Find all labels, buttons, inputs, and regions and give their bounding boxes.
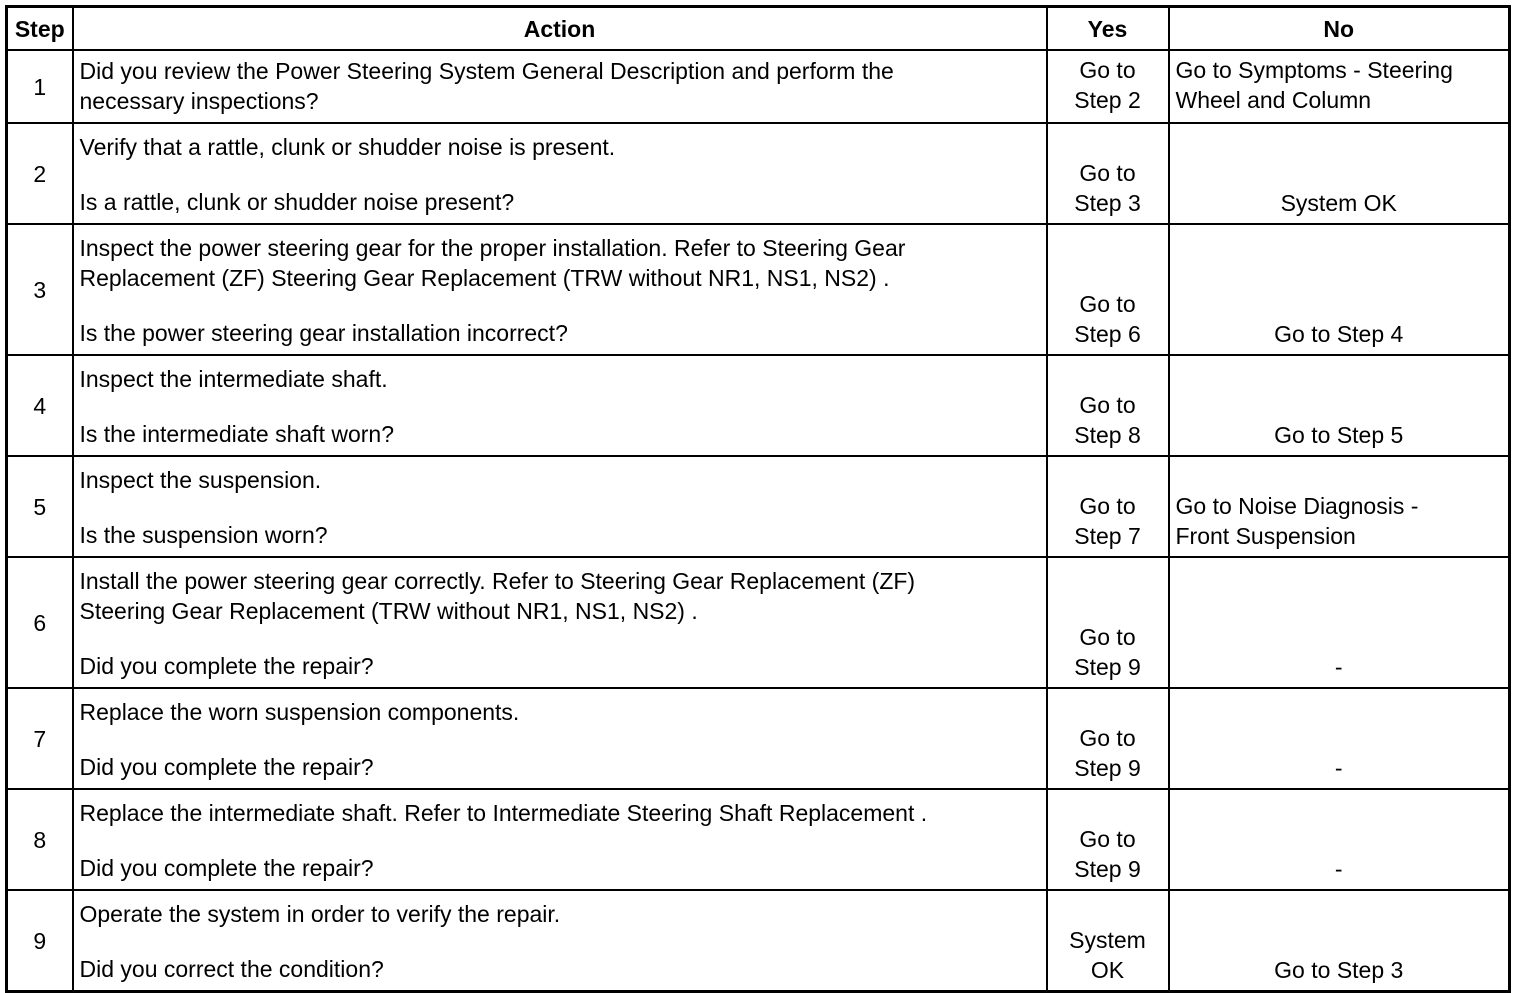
header-step: Step xyxy=(7,7,73,51)
action-text: Inspect the power steering gear for the proper installation. Refer to Steering Gear xyxy=(79,235,906,261)
no-text: - xyxy=(1334,856,1343,882)
header-no: No xyxy=(1169,7,1510,51)
step-number: 6 xyxy=(7,557,73,688)
yes-text: Step 9 xyxy=(1074,856,1141,882)
action-text: Operate the system in order to verify the repair. xyxy=(79,901,561,927)
step-number: 9 xyxy=(7,890,73,992)
table-row xyxy=(7,789,1510,890)
table-row xyxy=(7,456,1510,557)
yes-cell xyxy=(1047,355,1169,456)
action-cell xyxy=(73,688,1047,789)
action-cell xyxy=(73,456,1047,557)
table-body xyxy=(7,50,1510,992)
table-row xyxy=(7,224,1510,355)
yes-cell xyxy=(1047,123,1169,224)
no-cell xyxy=(1169,688,1510,789)
action-text: Replace the intermediate shaft. Refer to Intermediate Steering Shaft Replacement . xyxy=(79,800,928,826)
no-cell xyxy=(1169,456,1510,557)
action-question: Is the suspension worn? xyxy=(79,522,328,548)
header-yes: Yes xyxy=(1047,7,1169,51)
yes-text: Step 9 xyxy=(1074,654,1141,680)
yes-cell xyxy=(1047,456,1169,557)
action-text: necessary inspections? xyxy=(79,88,319,114)
no-text: Go to Noise Diagnosis - xyxy=(1175,493,1419,519)
action-cell xyxy=(73,224,1047,355)
yes-text: Go to xyxy=(1079,160,1136,186)
no-text: System OK xyxy=(1280,190,1397,216)
yes-text: Go to xyxy=(1079,624,1136,650)
step-number: 1 xyxy=(7,50,73,123)
yes-cell xyxy=(1047,50,1169,123)
diagnostic-table xyxy=(5,5,1511,993)
no-cell xyxy=(1169,890,1510,992)
yes-text: Step 2 xyxy=(1074,86,1141,113)
action-cell xyxy=(73,789,1047,890)
action-question: Did you complete the repair? xyxy=(79,653,374,679)
action-cell xyxy=(73,355,1047,456)
step-number: 7 xyxy=(7,688,73,789)
yes-text: Go to xyxy=(1079,56,1136,83)
no-cell xyxy=(1169,123,1510,224)
step-number: 5 xyxy=(7,456,73,557)
step-number: 2 xyxy=(7,123,73,224)
action-cell xyxy=(73,123,1047,224)
yes-text: Go to xyxy=(1079,291,1136,317)
no-cell xyxy=(1169,224,1510,355)
no-cell xyxy=(1169,789,1510,890)
yes-cell xyxy=(1047,224,1169,355)
yes-text: System xyxy=(1069,927,1146,953)
table-row xyxy=(7,123,1510,224)
table-row xyxy=(7,557,1510,688)
action-cell xyxy=(73,890,1047,992)
no-cell xyxy=(1169,50,1510,123)
action-text: Replace the worn suspension components. xyxy=(79,699,520,725)
yes-text: Step 8 xyxy=(1074,422,1141,448)
action-cell xyxy=(73,557,1047,688)
action-text: Did you review the Power Steering System General Description and perform the xyxy=(79,58,894,84)
action-question: Is the intermediate shaft worn? xyxy=(79,421,394,447)
table-row xyxy=(7,688,1510,789)
yes-text: OK xyxy=(1090,957,1125,983)
yes-cell xyxy=(1047,688,1169,789)
yes-cell xyxy=(1047,890,1169,992)
no-text: - xyxy=(1334,755,1343,781)
yes-text: Step 7 xyxy=(1074,523,1141,549)
header-action: Action xyxy=(73,7,1047,51)
no-cell xyxy=(1169,557,1510,688)
yes-cell xyxy=(1047,557,1169,688)
table-row xyxy=(7,50,1510,123)
action-text: Replacement (ZF) Steering Gear Replacement (TRW without NR1, NS1, NS2) . xyxy=(79,265,890,291)
header-row xyxy=(7,7,1510,51)
yes-text: Go to xyxy=(1079,826,1136,852)
step-number: 3 xyxy=(7,224,73,355)
step-number: 4 xyxy=(7,355,73,456)
yes-text: Step 6 xyxy=(1074,321,1141,347)
no-text: Wheel and Column xyxy=(1175,86,1372,113)
yes-cell xyxy=(1047,789,1169,890)
action-question: Did you complete the repair? xyxy=(79,855,374,881)
no-text: Front Suspension xyxy=(1175,523,1356,549)
yes-text: Step 9 xyxy=(1074,755,1141,781)
action-text: Steering Gear Replacement (TRW without NR1, NS1, NS2) . xyxy=(79,598,698,624)
yes-text: Go to xyxy=(1079,725,1136,751)
action-text: Verify that a rattle, clunk or shudder noise is present. xyxy=(79,134,616,160)
no-text: - xyxy=(1334,654,1343,680)
action-cell xyxy=(73,50,1047,123)
no-text: Go to Step 5 xyxy=(1274,422,1404,448)
no-text: Go to Step 3 xyxy=(1274,957,1404,983)
table-row xyxy=(7,355,1510,456)
action-text: Inspect the intermediate shaft. xyxy=(79,366,388,392)
action-question: Is a rattle, clunk or shudder noise present? xyxy=(79,189,515,215)
yes-text: Go to xyxy=(1079,392,1136,418)
yes-text: Go to xyxy=(1079,493,1136,519)
no-text: Go to Step 4 xyxy=(1274,321,1404,347)
no-cell xyxy=(1169,355,1510,456)
action-question: Did you correct the condition? xyxy=(79,956,384,982)
action-text: Install the power steering gear correctly. Refer to Steering Gear Replacement (ZF) xyxy=(79,568,916,594)
action-question: Did you complete the repair? xyxy=(79,754,374,780)
action-text: Inspect the suspension. xyxy=(79,467,322,493)
action-question: Is the power steering gear installation incorrect? xyxy=(79,320,568,346)
table-row xyxy=(7,890,1510,992)
yes-text: Step 3 xyxy=(1074,190,1141,216)
no-text: Go to Symptoms - Steering xyxy=(1175,56,1453,83)
step-number: 8 xyxy=(7,789,73,890)
